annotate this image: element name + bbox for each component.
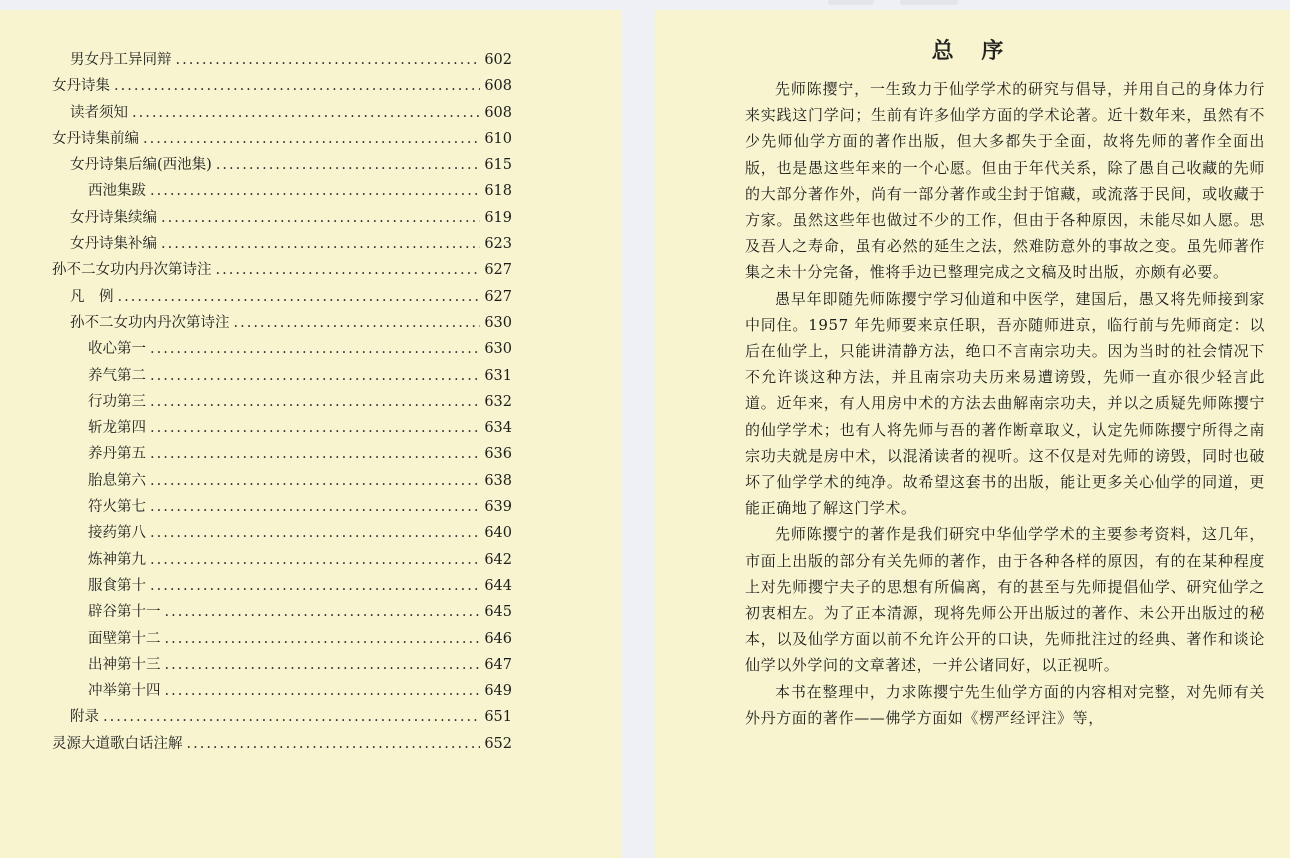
- toc-entry[interactable]: [52, 468, 512, 494]
- toc-entry[interactable]: [52, 415, 512, 441]
- toc-leader-dots: [150, 520, 480, 546]
- toc-leader-dots: [150, 468, 480, 494]
- toc-entry[interactable]: [52, 626, 512, 652]
- toc-entry-page: 610: [484, 130, 512, 147]
- toc-entry-page: 646: [484, 630, 512, 647]
- toc-entry-title: 炼神第九: [88, 551, 146, 568]
- toc-entry-title: 孙不二女功内丹次第诗注: [52, 262, 212, 279]
- toc-entry-page: 630: [484, 341, 512, 358]
- toc-leader-dots: [150, 336, 480, 362]
- toc-entry-title: 西池集跋: [88, 183, 146, 200]
- toc-entry-title: 胎息第六: [88, 472, 146, 489]
- toc-leader-dots: [150, 178, 480, 204]
- toc-entry-title: 辟谷第十一: [88, 604, 161, 621]
- toc-leader-dots: [165, 678, 481, 704]
- toc-entry[interactable]: [52, 441, 512, 467]
- viewer-tab[interactable]: [828, 0, 874, 5]
- toc-leader-dots: [187, 731, 481, 757]
- toc-entry-title: 斩龙第四: [88, 420, 146, 437]
- toc-leader-dots: [161, 205, 480, 231]
- toc-entry[interactable]: [52, 389, 512, 415]
- toc-entry-page: 631: [484, 367, 512, 384]
- toc-entry-title: 行功第三: [88, 393, 146, 410]
- toc-entry[interactable]: [52, 73, 512, 99]
- toc-entry-title: 女丹诗集补编: [70, 236, 157, 253]
- toc-entry-page: 602: [484, 52, 512, 68]
- toc-entry[interactable]: [52, 599, 512, 625]
- toc-entry-title: 养丹第五: [88, 446, 146, 463]
- toc-entry-page: 632: [484, 393, 512, 410]
- toc-entry[interactable]: [52, 310, 512, 336]
- toc-entry-title: 灵源大道歌白话注解: [52, 735, 183, 752]
- toc-leader-dots: [150, 363, 480, 389]
- toc-entry[interactable]: [52, 47, 512, 73]
- toc-leader-dots: [143, 126, 480, 152]
- toc-entry-title: 符火第七: [88, 499, 146, 516]
- toc-leader-dots: [150, 389, 480, 415]
- toc-leader-dots: [150, 494, 480, 520]
- toc-leader-dots: [150, 441, 480, 467]
- toc-leader-dots: [165, 599, 481, 625]
- toc-entry-title: 出神第十三: [88, 656, 161, 673]
- toc-entry[interactable]: [52, 547, 512, 573]
- toc-entry-page: 630: [484, 314, 512, 331]
- toc-entry-page: 640: [484, 525, 512, 542]
- viewer-tab[interactable]: [900, 0, 958, 5]
- toc-entry-page: 627: [484, 288, 512, 305]
- toc-entry-title: 冲举第十四: [88, 683, 161, 700]
- toc-entry[interactable]: [52, 652, 512, 678]
- toc-entry-page: 642: [484, 551, 512, 568]
- toc-leader-dots: [150, 415, 480, 441]
- toc-entry[interactable]: [52, 494, 512, 520]
- preface-title: 总 序: [931, 38, 1014, 64]
- toc-entry[interactable]: [52, 678, 512, 704]
- table-of-contents: [52, 47, 512, 757]
- toc-leader-dots: [216, 152, 480, 178]
- toc-entry-title: 接药第八: [88, 525, 146, 542]
- toc-entry-title: 收心第一: [88, 341, 146, 358]
- toc-entry-page: 619: [484, 209, 512, 226]
- toc-entry-page: 644: [484, 577, 512, 594]
- toc-entry[interactable]: [52, 126, 512, 152]
- toc-entry-title: 女丹诗集后编(西池集): [70, 157, 212, 174]
- toc-entry[interactable]: [52, 257, 512, 283]
- preface-paragraph: 愚早年即随先师陈撄宁学习仙道和中医学，建国后，愚又将先师接到家中同住。1957 年先师要来京任职，吾亦随师进京，临行前与先师商定：以后在仙学上，只能讲清静方法，绝口不言南宗功夫。因为当时的社会情况下不允许谈这种方法，并且南宗功夫历来易遭谤毁，先师一直亦很少轻言此道。近年来，有人用房中术的方法去曲解南宗功夫，并以之质疑先师陈撄宁的仙学学术；也有人将先师与吾的著作断章取义，认定先师陈撄宁所得之南宗功夫就是房中术，以混淆读者的视听。这不仅是对先师的谤毁，同时也破坏了仙学学术的纯净。故希望这套书的出版，能让更多关心仙学的同道，更能正确地了解这门学术。: [745, 289, 1265, 518]
- toc-leader-dots: [103, 704, 480, 730]
- toc-entry[interactable]: [52, 363, 512, 389]
- toc-leader-dots: [132, 100, 480, 126]
- toc-entry-title: 读者须知: [70, 104, 128, 121]
- toc-entry-title: 女丹诗集续编: [70, 209, 157, 226]
- toc-entry-title: 女丹诗集: [52, 78, 110, 95]
- toc-entry[interactable]: [52, 178, 512, 204]
- toc-entry-title: 女丹诗集前编: [52, 130, 139, 147]
- toc-leader-dots: [161, 231, 480, 257]
- toc-entry-page: 647: [484, 656, 512, 673]
- toc-leader-dots: [234, 310, 481, 336]
- toc-entry-page: 618: [484, 183, 512, 200]
- toc-entry[interactable]: [52, 100, 512, 126]
- toc-entry[interactable]: [52, 704, 512, 730]
- toc-entry-page: 636: [484, 446, 512, 463]
- toc-entry[interactable]: [52, 573, 512, 599]
- preface-paragraph: 先师陈撄宁的著作是我们研究中华仙学学术的主要参考资料，这几年，市面上出版的部分有关先师的著作，由于各种各样的原因，有的在某种程度上对先师撄宁夫子的思想有所偏离，有的甚至与先师提倡仙学、研究仙学之初衷相左。为了正本清源，现将先师公开出版过的著作、未公开出版过的秘本，以及仙学方面以前不允许公开的口诀，先师批注过的经典、著作和谈论仙学以外学问的文章著述，一并公诸同好，以正视听。: [745, 525, 1265, 675]
- toc-entry[interactable]: [52, 231, 512, 257]
- toc-entry-page: 634: [484, 420, 512, 437]
- left-page: [0, 10, 622, 858]
- toc-entry[interactable]: [52, 152, 512, 178]
- toc-entry-title: 孙不二女功内丹次第诗注: [70, 314, 230, 331]
- toc-entry-page: 645: [484, 604, 512, 621]
- toc-entry-title: 面壁第十二: [88, 630, 161, 647]
- toc-entry[interactable]: [52, 520, 512, 546]
- preface-paragraph: 先师陈撄宁，一生致力于仙学学术的研究与倡导，并用自己的身体力行来实践这门学问；生前有许多仙学方面的学术论著。近十数年来，虽然有不少先师仙学方面的著作出版，但大多都失于全面，故将先师的著作全面出版，也是愚这些年来的一个心愿。但由于年代关系，除了愚自己收藏的先师的大部分著作外，尚有一部分著作或尘封于馆藏，或流落于民间，或收藏于方家。虽然这些年也做过不少的工作，但由于各种原因，未能尽如人愿。思及吾人之寿命，虽有必然的延生之法，然难防意外的事故之变。虽先师著作集之未十分完备，惟将手边已整理完成之文稿及时出版，亦颇有必要。: [745, 80, 1265, 282]
- preface-paragraph: 本书在整理中，力求陈撄宁先生仙学方面的内容相对完整，对先师有关外丹方面的著作——佛学方面如《楞严经评注》等，: [745, 682, 1265, 727]
- right-page: [655, 10, 1290, 858]
- toc-entry[interactable]: [52, 284, 512, 310]
- preface-body: [745, 76, 1265, 731]
- toc-entry[interactable]: [52, 731, 512, 757]
- toc-entry-page: 627: [484, 262, 512, 279]
- toc-leader-dots: [176, 47, 481, 73]
- viewer-top-bar: [0, 0, 1290, 10]
- toc-entry-title: 附录: [70, 709, 99, 726]
- toc-entry-page: 649: [484, 683, 512, 700]
- toc-entry-page: 623: [484, 236, 512, 253]
- toc-leader-dots: [114, 73, 480, 99]
- toc-leader-dots: [118, 284, 481, 310]
- toc-entry-title: 凡 例: [70, 288, 114, 305]
- toc-entry-title: 服食第十: [88, 577, 146, 594]
- toc-entry-page: 651: [484, 709, 512, 726]
- toc-leader-dots: [150, 573, 480, 599]
- toc-entry-page: 639: [484, 499, 512, 516]
- toc-leader-dots: [216, 257, 481, 283]
- toc-entry-page: 652: [484, 735, 512, 752]
- toc-entry-page: 608: [484, 78, 512, 95]
- toc-leader-dots: [165, 626, 481, 652]
- toc-entry-page: 615: [484, 157, 512, 174]
- toc-entry-title: 养气第二: [88, 367, 146, 384]
- toc-leader-dots: [150, 547, 480, 573]
- toc-entry[interactable]: [52, 336, 512, 362]
- toc-entry[interactable]: [52, 205, 512, 231]
- toc-entry-page: 638: [484, 472, 512, 489]
- toc-entry-title: 男女丹工异同辩: [70, 52, 172, 68]
- toc-entry-page: 608: [484, 104, 512, 121]
- toc-leader-dots: [165, 652, 481, 678]
